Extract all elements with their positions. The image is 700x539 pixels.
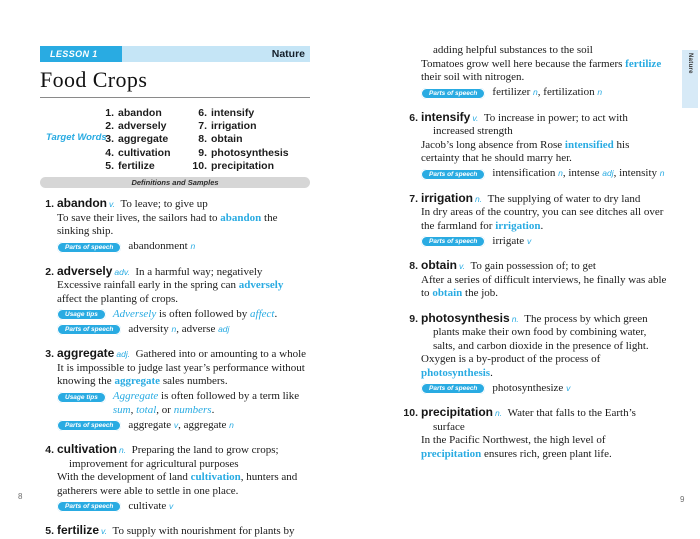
- pill-line-text: [492, 167, 668, 181]
- target-word-item: [95, 120, 171, 133]
- target-word: photosynthesis: [211, 146, 289, 159]
- parts-of-speech-badge: Parts of speech: [57, 324, 121, 335]
- highlighted-word: Aggregate: [112, 390, 159, 402]
- target-word-item: [188, 120, 289, 133]
- text-segment: In dry areas of the country, you can see ditches all over the farmland for: [421, 206, 664, 232]
- definition-text: The supplying of water to dry land: [487, 192, 641, 205]
- entry-headline: [45, 442, 310, 471]
- part-of-speech-label: v.: [101, 526, 107, 536]
- part-of-speech-label: n.: [475, 193, 483, 204]
- parts-of-speech-badge: Parts of speech: [421, 88, 485, 99]
- usage-tips-badge: Usage tips: [57, 392, 106, 403]
- entry-number: 3.: [45, 348, 54, 360]
- pos-abbreviation: n: [190, 241, 196, 251]
- text-segment: .: [274, 307, 278, 320]
- example-sentence: [57, 212, 310, 239]
- target-word-item: [188, 147, 289, 160]
- parts-of-speech-line: [421, 86, 668, 100]
- text-segment: irrigate: [492, 234, 527, 247]
- text-segment: affect the planting of crops.: [57, 292, 179, 305]
- target-word-item: [188, 160, 289, 173]
- target-word-item: [95, 133, 171, 146]
- pos-abbreviation: adj: [218, 323, 230, 334]
- right-page: [404, 44, 668, 472]
- usage-tips-line: [57, 308, 310, 322]
- target-word-number: 2.: [105, 120, 114, 133]
- text-segment: .: [211, 403, 215, 416]
- entry-number: 8.: [409, 260, 418, 272]
- side-tab-nature: [682, 50, 698, 108]
- parts-of-speech-line: [421, 382, 668, 396]
- part-of-speech-label: n.: [495, 408, 503, 418]
- text-segment: , intensity: [613, 167, 660, 179]
- headword: adversely: [57, 263, 113, 278]
- example-sentence: [421, 206, 668, 233]
- title-rule: [40, 97, 310, 98]
- target-word-number: 6.: [198, 107, 207, 119]
- highlighted-word: abandon: [220, 211, 262, 224]
- definition-text: To supply with nourishment for plants by: [112, 525, 295, 537]
- target-word-item: [188, 107, 289, 120]
- right-entries-list: [404, 44, 668, 461]
- example-sentence: [421, 58, 668, 85]
- side-tab-label: Nature: [687, 53, 693, 74]
- definition-text: The process by which green plants make their own food by combining water, salts, and carbon dioxide in the presence of light.: [433, 312, 649, 352]
- part-of-speech-label: v.: [472, 112, 479, 123]
- highlighted-word: numbers: [173, 403, 212, 416]
- text-segment: intensification: [492, 167, 559, 179]
- target-word: obtain: [211, 133, 243, 146]
- target-word-item: [95, 147, 171, 160]
- definitions-header: Definitions and Samples: [40, 177, 310, 188]
- theme-label: Nature: [271, 48, 305, 60]
- pos-abbreviation: n: [171, 323, 177, 334]
- text-segment: Excessive rainfall early in the spring can: [57, 279, 239, 291]
- entry-headline: [409, 310, 668, 354]
- target-words-column-2: [188, 107, 289, 173]
- parts-of-speech-badge: Parts of speech: [57, 420, 121, 431]
- highlighted-word: fertilize: [625, 57, 662, 70]
- parts-of-speech-line: [57, 500, 310, 514]
- highlighted-word: Adversely: [112, 307, 157, 320]
- definition-text: Gathered into or amounting to a whole: [135, 348, 307, 360]
- left-entries-list: [40, 197, 310, 539]
- definition-text: To gain possession of; to get: [470, 260, 596, 272]
- text-segment: After a series of difficult interviews, he finally was able to: [421, 273, 667, 299]
- parts-of-speech-badge: Parts of speech: [421, 236, 485, 247]
- highlighted-word: irrigation: [495, 219, 541, 232]
- pill-line-text: [492, 382, 668, 396]
- vocab-entry-adversely: [40, 265, 310, 337]
- target-words-column-1: [95, 107, 171, 173]
- vocab-entry-photosynthesis: [404, 312, 668, 396]
- highlighted-word: total: [136, 403, 157, 416]
- target-word-number: 9.: [198, 146, 207, 159]
- target-word-number: 10.: [192, 159, 207, 172]
- parts-of-speech-badge: Parts of speech: [57, 242, 121, 253]
- pill-line-text: [492, 235, 668, 249]
- parts-of-speech-badge: Parts of speech: [421, 169, 485, 180]
- text-segment: the job.: [462, 287, 499, 299]
- target-words-label: Target Words: [46, 132, 107, 143]
- vocab-entry-irrigation: [404, 192, 668, 249]
- headword: aggregate: [57, 346, 115, 360]
- highlighted-word: sum: [112, 403, 131, 416]
- target-word: irrigation: [211, 120, 257, 133]
- example-sentence: [421, 139, 668, 166]
- example-sentence: [57, 471, 310, 498]
- pill-line-text: [128, 500, 310, 514]
- text-segment: the sinking ship.: [57, 211, 278, 237]
- text-segment: Jacob’s long absence from Rose: [421, 138, 565, 151]
- entry-headline: [45, 523, 310, 539]
- entry-headline: [45, 263, 310, 280]
- parts-of-speech-line: [57, 323, 310, 337]
- text-segment: , aggregate: [178, 418, 230, 431]
- target-word-number: 5.: [105, 159, 114, 172]
- part-of-speech-label: adv.: [114, 266, 130, 277]
- vocab-entry-aggregate: [40, 347, 310, 432]
- vocab-entry-precipitation: [404, 406, 668, 461]
- entry-number: 2.: [45, 265, 54, 278]
- entry-headline: [45, 346, 310, 362]
- text-segment: ,: [130, 403, 137, 416]
- text-segment: cultivate: [128, 499, 170, 512]
- vocab-entry-intensify: [404, 111, 668, 181]
- highlighted-word: cultivation: [190, 471, 241, 483]
- parts-of-speech-line: [57, 419, 310, 433]
- headword: intensify: [421, 109, 471, 124]
- part-of-speech-label: v.: [459, 261, 465, 271]
- target-word: cultivation: [118, 146, 171, 159]
- parts-of-speech-line: [421, 235, 668, 249]
- pos-abbreviation: v: [173, 419, 179, 430]
- text-segment: , fertilization: [537, 86, 598, 98]
- definition-text: In a harmful way; negatively: [135, 265, 263, 278]
- highlighted-word: adversely: [238, 279, 284, 291]
- example-sentence: [421, 274, 668, 301]
- entry-number: 7.: [409, 192, 418, 205]
- highlighted-word: intensified: [564, 138, 614, 151]
- text-segment: .: [490, 366, 493, 379]
- text-segment: , hunters and gatherers were able to settle in one place.: [57, 471, 298, 497]
- headword: abandon: [57, 196, 107, 210]
- pos-abbreviation: n: [558, 168, 563, 178]
- text-segment: Oxygen is a by-product of the process of: [421, 353, 601, 365]
- text-segment: , adverse: [176, 322, 219, 335]
- target-word-number: 7.: [198, 120, 207, 133]
- parts-of-speech-line: [421, 167, 668, 181]
- highlighted-word: obtain: [432, 287, 463, 299]
- text-segment: In the Pacific Northwest, the high level of: [421, 434, 606, 446]
- target-word: abandon: [118, 107, 162, 119]
- definition-text: Preparing the land to grow crops; improvement for agricultural purposes: [69, 444, 279, 470]
- target-word: intensify: [211, 107, 255, 119]
- vocab-entry-continuation: [404, 44, 668, 100]
- entry-number: 10.: [403, 407, 418, 419]
- highlighted-word: photosynthesis: [421, 366, 491, 379]
- pos-abbreviation: v: [566, 382, 571, 393]
- example-sentence: [57, 279, 310, 306]
- part-of-speech-label: n.: [119, 445, 127, 455]
- pill-line-text: [113, 308, 310, 322]
- example-sentence: [421, 434, 668, 461]
- pill-line-text: [492, 86, 668, 100]
- entry-number: 9.: [409, 312, 418, 325]
- headword: obtain: [421, 258, 457, 272]
- pos-abbreviation: n: [659, 168, 665, 178]
- text-segment: With the development of land: [57, 471, 191, 483]
- part-of-speech-label: v.: [109, 199, 115, 209]
- page-number-right: 9: [680, 495, 685, 504]
- target-word: aggregate: [118, 133, 169, 146]
- vocab-entry-fertilize: [40, 524, 310, 539]
- entry-headline: [409, 109, 668, 139]
- continued-definition-line: adding helpful substances to the soil: [433, 44, 593, 56]
- pos-abbreviation: n: [229, 419, 234, 430]
- vocab-entry-obtain: [404, 259, 668, 301]
- page-number-left: 8: [18, 492, 23, 501]
- definition-text: Water that falls to the Earth’s surface: [433, 407, 636, 433]
- headword: precipitation: [421, 405, 494, 419]
- example-sentence: [421, 353, 668, 380]
- entry-headline: [409, 258, 668, 274]
- entry-headline: [409, 190, 668, 207]
- pill-line-text: [128, 240, 310, 254]
- text-segment: It is impossible to judge last year’s performance without knowing the: [57, 361, 305, 387]
- part-of-speech-label: n.: [511, 313, 519, 324]
- entry-headline: [403, 405, 668, 434]
- headword: cultivation: [57, 442, 118, 456]
- text-segment: is often followed by a term like: [158, 390, 300, 402]
- target-word-number: 1.: [105, 107, 114, 119]
- definition-text: To leave; to give up: [120, 198, 208, 210]
- left-page: [40, 46, 310, 539]
- pos-abbreviation: v: [526, 235, 532, 246]
- target-word-number: 8.: [198, 133, 207, 146]
- pill-line-text: [128, 323, 310, 337]
- text-segment: ensures rich, green plant life.: [481, 447, 612, 460]
- target-words-section: [40, 105, 310, 175]
- entry-number: 1.: [45, 198, 54, 210]
- text-segment: , intense: [562, 167, 603, 179]
- parts-of-speech-badge: Parts of speech: [421, 383, 485, 394]
- text-segment: sales numbers.: [160, 375, 228, 387]
- text-segment: is often followed by: [156, 307, 251, 320]
- lesson-badge: LESSON 1: [40, 46, 122, 62]
- vocab-entry-cultivation: [40, 443, 310, 513]
- text-segment: Tomatoes grow well here because the farmers: [421, 57, 626, 70]
- target-word: precipitation: [211, 159, 275, 172]
- pos-abbreviation: n: [597, 87, 603, 97]
- vocab-entry-abandon: [40, 197, 310, 254]
- definition-text: To increase in power; to act with increased strength: [433, 111, 628, 137]
- text-segment: To save their lives, the sailors had to: [57, 211, 221, 224]
- pos-abbreviation: n: [533, 87, 538, 97]
- highlighted-word: affect: [250, 307, 275, 320]
- part-of-speech-label: adj.: [116, 349, 131, 359]
- text-segment: their soil with nitrogen.: [421, 71, 525, 83]
- highlighted-word: aggregate: [114, 375, 161, 387]
- text-segment: , or: [156, 403, 174, 416]
- target-word-number: 3.: [105, 133, 114, 146]
- text-segment: aggregate: [128, 418, 174, 431]
- entry-number: 6.: [409, 111, 418, 124]
- entry-headline: [45, 196, 310, 212]
- target-word-item: [95, 107, 171, 120]
- usage-tips-line: [57, 390, 310, 417]
- target-word-item: [188, 133, 289, 146]
- text-segment: photosynthesize: [492, 381, 567, 394]
- text-segment: his certainty that he should marry her.: [421, 138, 630, 164]
- text-segment: fertilizer: [492, 86, 534, 98]
- target-word: fertilize: [118, 159, 155, 172]
- usage-tips-badge: Usage tips: [57, 309, 106, 320]
- headword: irrigation: [421, 190, 474, 205]
- headword: fertilize: [57, 523, 100, 537]
- text-segment: .: [540, 219, 544, 232]
- target-word: adversely: [118, 120, 167, 133]
- example-sentence: [57, 362, 310, 389]
- target-word-number: 4.: [105, 146, 114, 159]
- parts-of-speech-badge: Parts of speech: [57, 501, 121, 512]
- target-word-item: [95, 160, 171, 173]
- pos-abbreviation: v: [169, 500, 174, 511]
- parts-of-speech-line: [57, 240, 310, 254]
- page-title: Food Crops: [40, 67, 148, 92]
- pill-line-text: [128, 419, 310, 433]
- text-segment: adversity: [128, 322, 172, 335]
- pill-line-text: [113, 390, 310, 417]
- entry-number: 4.: [45, 444, 54, 456]
- highlighted-word: precipitation: [421, 447, 482, 460]
- text-segment: abandonment: [128, 240, 191, 252]
- pos-abbreviation: adj: [602, 168, 614, 178]
- lesson-header-bar: [40, 46, 310, 62]
- entry-number: 5.: [45, 525, 54, 537]
- headword: photosynthesis: [421, 310, 510, 325]
